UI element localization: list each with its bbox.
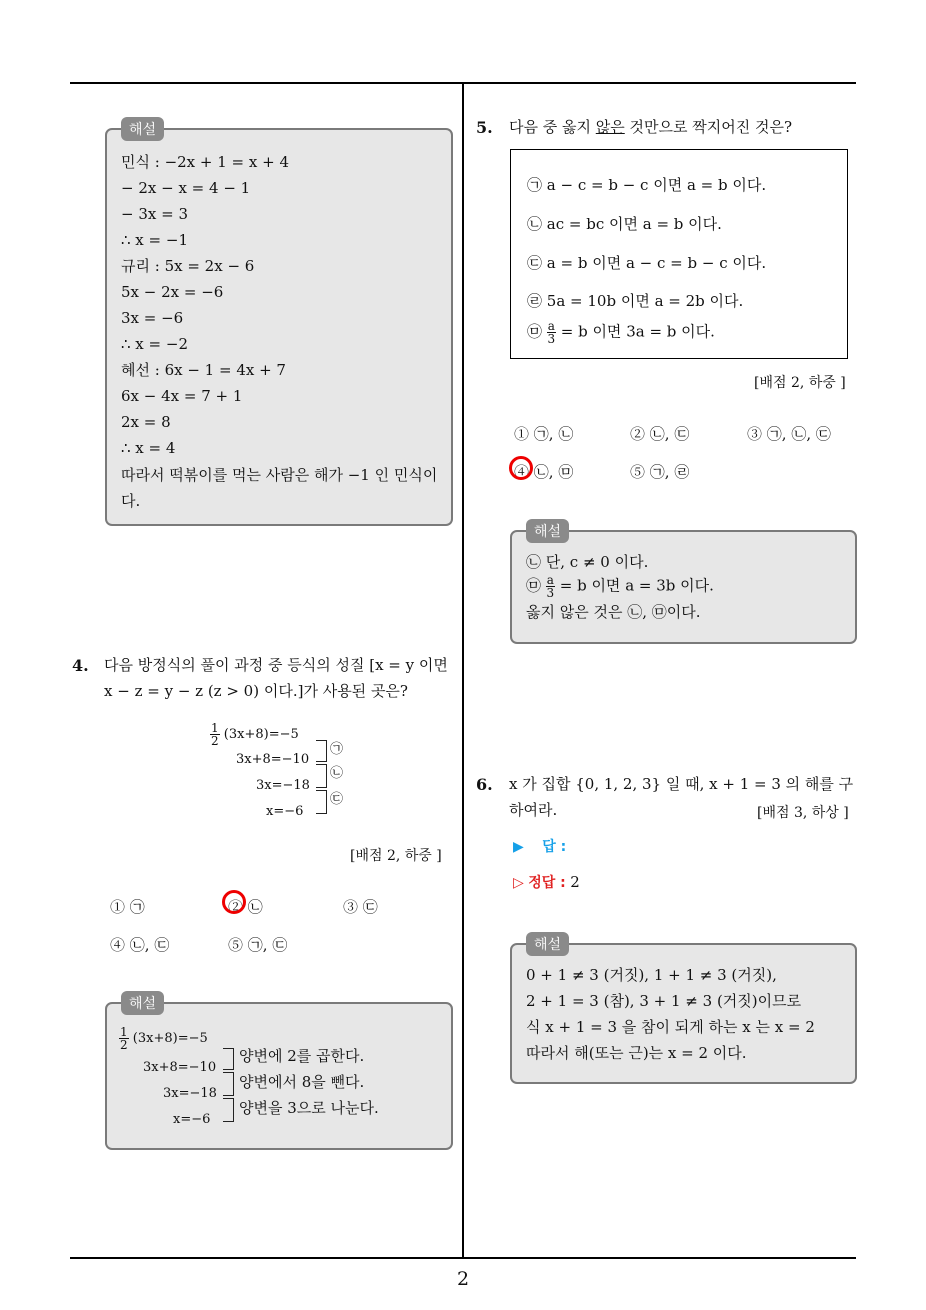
solution-line: ∴ x = 4 (121, 439, 176, 457)
solution-line: − 3x = 3 (121, 205, 188, 223)
step-4: x=−6 (266, 804, 304, 819)
statement: ㉡ ac = bc 이면 a = b 이다. (527, 215, 722, 233)
step-mark: ㉡ (330, 766, 344, 781)
page-number: 2 (456, 1268, 470, 1290)
step-mark: ㉢ (330, 792, 344, 807)
solution-note: 양변에서 8을 뺀다. (239, 1073, 365, 1091)
question-text: x 가 집합 {0, 1, 2, 3} 일 때, x + 1 = 3 의 해를 구하여라. (509, 775, 854, 819)
score-label: [배점 3, 하상 ] (757, 805, 849, 821)
bracket (316, 790, 327, 814)
statement: ㉠ a − c = b − c 이면 a = b 이다. (527, 176, 767, 194)
bracket (223, 1098, 234, 1122)
q4-solution-box (105, 996, 453, 1150)
solution-line: ㉤ $\frac{a}{3}$ = b 이면 a = 3b 이다. (526, 573, 714, 600)
question-text: 다음 중 옳지 않은 것만으로 짝지어진 것은? (509, 118, 792, 136)
solution-line: 2x = 8 (121, 413, 171, 431)
answer-option[interactable]: ③ ㉠, ㉡, ㉢ (747, 425, 831, 443)
outline-arrow-icon: ▷ (513, 875, 524, 891)
bracket (316, 764, 327, 788)
step-4: x=−6 (173, 1112, 211, 1127)
answer-option[interactable]: ② ㉡, ㉢ (630, 425, 690, 443)
answer-option[interactable]: ⑤ ㉠, ㉣ (630, 463, 690, 481)
answer-option[interactable]: ⑤ ㉠, ㉢ (228, 936, 288, 954)
bracket (223, 1048, 234, 1070)
step-2: 3x+8=−10 (143, 1060, 217, 1075)
correct-answer-row (513, 872, 580, 892)
solution-note: 양변에 2를 곱한다. (239, 1047, 365, 1065)
answer-option[interactable]: ① ㉠, ㉡ (514, 425, 574, 443)
step-3: 3x=−18 (256, 778, 310, 793)
play-arrow-icon: ▶ (513, 839, 524, 855)
solution-line: ∴ x = −1 (121, 231, 188, 249)
answer-option[interactable]: ① ㉠ (110, 898, 145, 916)
solution-conclusion: 따라서 떡볶이를 먹는 사람은 해가 −1 인 민식이 다. (121, 466, 438, 510)
solution-line: ∴ x = −2 (121, 335, 188, 353)
bracket (223, 1072, 234, 1096)
statement: ㉤ $\frac{a}{3}$ = b 이면 3a = b 이다. (527, 319, 715, 346)
solution-line: 규리 : 5x = 2x − 6 (121, 257, 255, 275)
question-text: 다음 방정식의 풀이 과정 중 등식의 성질 [x = y 이면 x − z = y − z (z > 0) 이다.]가 사용된 곳은? (104, 656, 448, 700)
solution-line: ㉡ 단, c ≠ 0 이다. (526, 553, 649, 571)
q3-solution-box (105, 122, 453, 526)
correct-answer-label: 정답 : (528, 875, 566, 891)
answer-row (513, 836, 566, 856)
step-1: $\frac{1}{2}$ (3x+8)=−5 (211, 721, 299, 748)
question-number: 4. (72, 656, 89, 675)
solution-steps (119, 1026, 439, 1136)
step-1: $\frac{1}{2}$ (3x+8)=−5 (120, 1025, 208, 1052)
solution-line: 식 x + 1 = 3 을 참이 되게 하는 x 는 x = 2 (526, 1018, 815, 1036)
correct-answer-value: 2 (570, 873, 580, 891)
q6-solution-box (510, 937, 857, 1084)
solution-line: 2 + 1 = 3 (참), 3 + 1 ≠ 3 (거짓)이므로 (526, 992, 802, 1010)
fraction: $\frac{1}{2}$ (120, 1025, 128, 1052)
column-divider (462, 84, 464, 1258)
fraction: $\frac{a}{3}$ (547, 319, 556, 346)
bracket (316, 740, 327, 762)
answer-label: 답 : (542, 839, 567, 855)
explanation-tag: 해설 (526, 519, 569, 543)
answer-option-selected[interactable]: ② ㉡ (228, 898, 263, 916)
step-2: 3x+8=−10 (236, 752, 310, 767)
q5-solution-box (510, 524, 857, 644)
fraction: $\frac{1}{2}$ (211, 721, 219, 748)
answer-option[interactable]: ④ ㉡, ㉢ (110, 936, 170, 954)
question-number: 5. (476, 118, 493, 137)
solution-line: 3x = −6 (121, 309, 184, 327)
explanation-tag: 해설 (121, 991, 164, 1015)
statement: ㉢ a = b 이면 a − c = b − c 이다. (527, 254, 767, 272)
explanation-tag: 해설 (121, 117, 164, 141)
solution-note: 양변을 3으로 나눈다. (239, 1099, 379, 1117)
selected-answer-mark (222, 890, 246, 914)
score-label: [배점 2, 하중 ] (754, 375, 846, 391)
solution-line: 옳지 않은 것은 ㉡, ㉤이다. (526, 603, 701, 621)
fraction: $\frac{a}{3}$ (546, 573, 555, 600)
solution-line: 6x − 4x = 7 + 1 (121, 387, 243, 405)
solution-line: 따라서 해(또는 근)는 x = 2 이다. (526, 1044, 747, 1062)
answer-option-selected[interactable]: ④ ㉡, ㉤ (514, 463, 574, 481)
solution-line: 혜선 : 6x − 1 = 4x + 7 (121, 361, 286, 379)
solution-line: 0 + 1 ≠ 3 (거짓), 1 + 1 ≠ 3 (거짓), (526, 966, 777, 984)
equation-steps (210, 722, 370, 822)
question-number: 6. (476, 775, 493, 794)
solution-line: 민식 : −2x + 1 = x + 4 (121, 153, 290, 171)
score-label: [배점 2, 하중 ] (350, 848, 442, 864)
solution-line: − 2x − x = 4 − 1 (121, 179, 251, 197)
step-mark: ㉠ (330, 742, 344, 757)
solution-line: 5x − 2x = −6 (121, 283, 224, 301)
statements-box (510, 149, 848, 359)
step-3: 3x=−18 (163, 1086, 217, 1101)
selected-answer-mark (509, 456, 533, 480)
explanation-tag: 해설 (526, 932, 569, 956)
answer-option[interactable]: ③ ㉢ (343, 898, 378, 916)
statement: ㉣ 5a = 10b 이면 a = 2b 이다. (527, 292, 744, 310)
